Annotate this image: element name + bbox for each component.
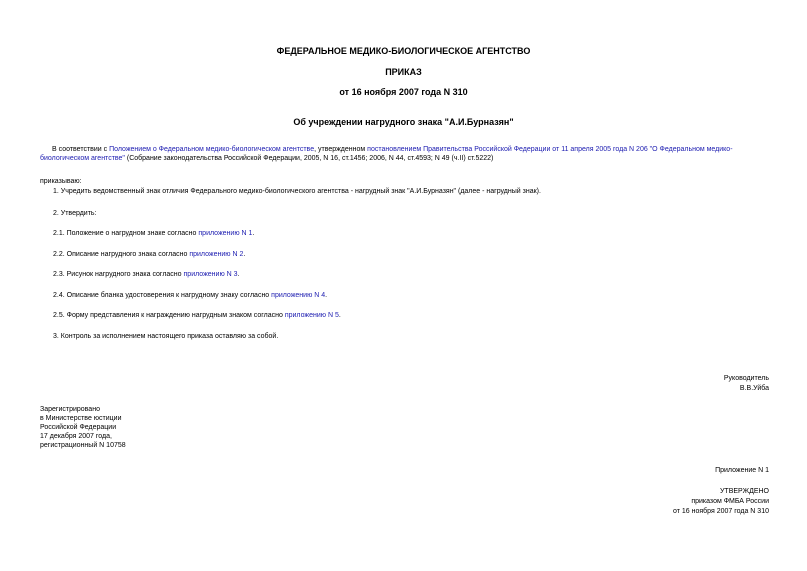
order-word: приказываю: <box>40 178 82 185</box>
item-2-4-text: 2.4. Описание бланка удостоверения к нагрудному знаку согласно <box>53 292 272 299</box>
item-2-1-period: . <box>252 230 255 237</box>
signatory-position: Руководитель <box>723 375 769 382</box>
item-3: 3. Контроль за исполнением настоящего приказа оставляю за собой. <box>53 333 279 340</box>
item-2-2-text: 2.2. Описание нагрудного знака согласно <box>53 251 190 258</box>
registration-line: регистрационный N 10758 <box>40 442 126 450</box>
appendix-4-link[interactable]: приложению N 4 <box>271 292 326 299</box>
registration-line: 17 декабря 2007 года, <box>40 433 112 441</box>
signatory-name: В.В.Уйба <box>739 385 769 392</box>
approved-label: УТВЕРЖДЕНО <box>719 488 769 495</box>
preamble-text-1: В соответствии с <box>52 146 110 153</box>
preamble-text-3: (Собрание законодательства Российской Федерации, 2005, N 16, ст.1456; 2006, N 44, ст.4593; N 49 (ч.II) ст.5222) <box>124 155 494 163</box>
item-2-4-period: . <box>325 292 328 299</box>
approved-by: приказом ФМБА России <box>691 498 769 505</box>
appendix-3-link[interactable]: приложению N 3 <box>183 271 238 278</box>
agency-title: ФЕДЕРАЛЬНОЕ МЕДИКО-БИОЛОГИЧЕСКОЕ АГЕНТСТВО <box>276 46 531 56</box>
item-2-3-period: . <box>237 271 240 278</box>
item-2-5-text: 2.5. Форму представления к награждению нагрудным знаком согласно <box>53 312 285 319</box>
doc-date: от 16 ноября 2007 года N 310 <box>339 87 468 97</box>
registration-line: Зарегистрировано <box>40 406 100 413</box>
doc-type: ПРИКАЗ <box>385 67 422 77</box>
regulation-link[interactable]: Положением о Федеральном медико-биологическом агентстве <box>109 146 315 153</box>
registration-line: Российской Федерации <box>40 424 117 432</box>
item-2: 2. Утвердить: <box>53 210 97 217</box>
approved-date: от 16 ноября 2007 года N 310 <box>673 508 769 515</box>
appendix-2-link[interactable]: приложению N 2 <box>189 251 244 258</box>
item-2-4 <box>53 291 327 300</box>
registration-block <box>40 405 126 450</box>
item-2-5-period: . <box>338 312 341 319</box>
registration-line: в Министерстве юстиции <box>40 415 122 423</box>
item-2-5 <box>53 311 341 320</box>
appendix-5-link[interactable]: приложению N 5 <box>284 312 339 319</box>
preamble <box>40 145 770 163</box>
item-1: 1. Учредить ведомственный знак отличия Федерального медико-биологического агентства - нагрудный знак "А.И.Бурназян" (далее - нагрудный знак). <box>53 188 541 195</box>
government-decree-link[interactable]: постановлением Правительства Российской Федерации от 11 апреля 2005 года N 206 "О Федеральном медико-биологическом агентстве" <box>40 146 733 163</box>
item-2-2-period: . <box>243 251 246 258</box>
appendix-label: Приложение N 1 <box>715 467 769 474</box>
preamble-text-2: , утвержденном <box>314 146 368 153</box>
item-2-3 <box>53 270 239 279</box>
item-2-1-text: 2.1. Положение о нагрудном знаке согласно <box>53 230 199 237</box>
item-2-2 <box>53 250 245 259</box>
doc-subject: Об учреждении нагрудного знака "А.И.Бурназян" <box>293 117 514 127</box>
appendix-1-link[interactable]: приложению N 1 <box>198 230 253 237</box>
item-2-1 <box>53 229 254 238</box>
item-2-3-text: 2.3. Рисунок нагрудного знака согласно <box>53 271 184 278</box>
